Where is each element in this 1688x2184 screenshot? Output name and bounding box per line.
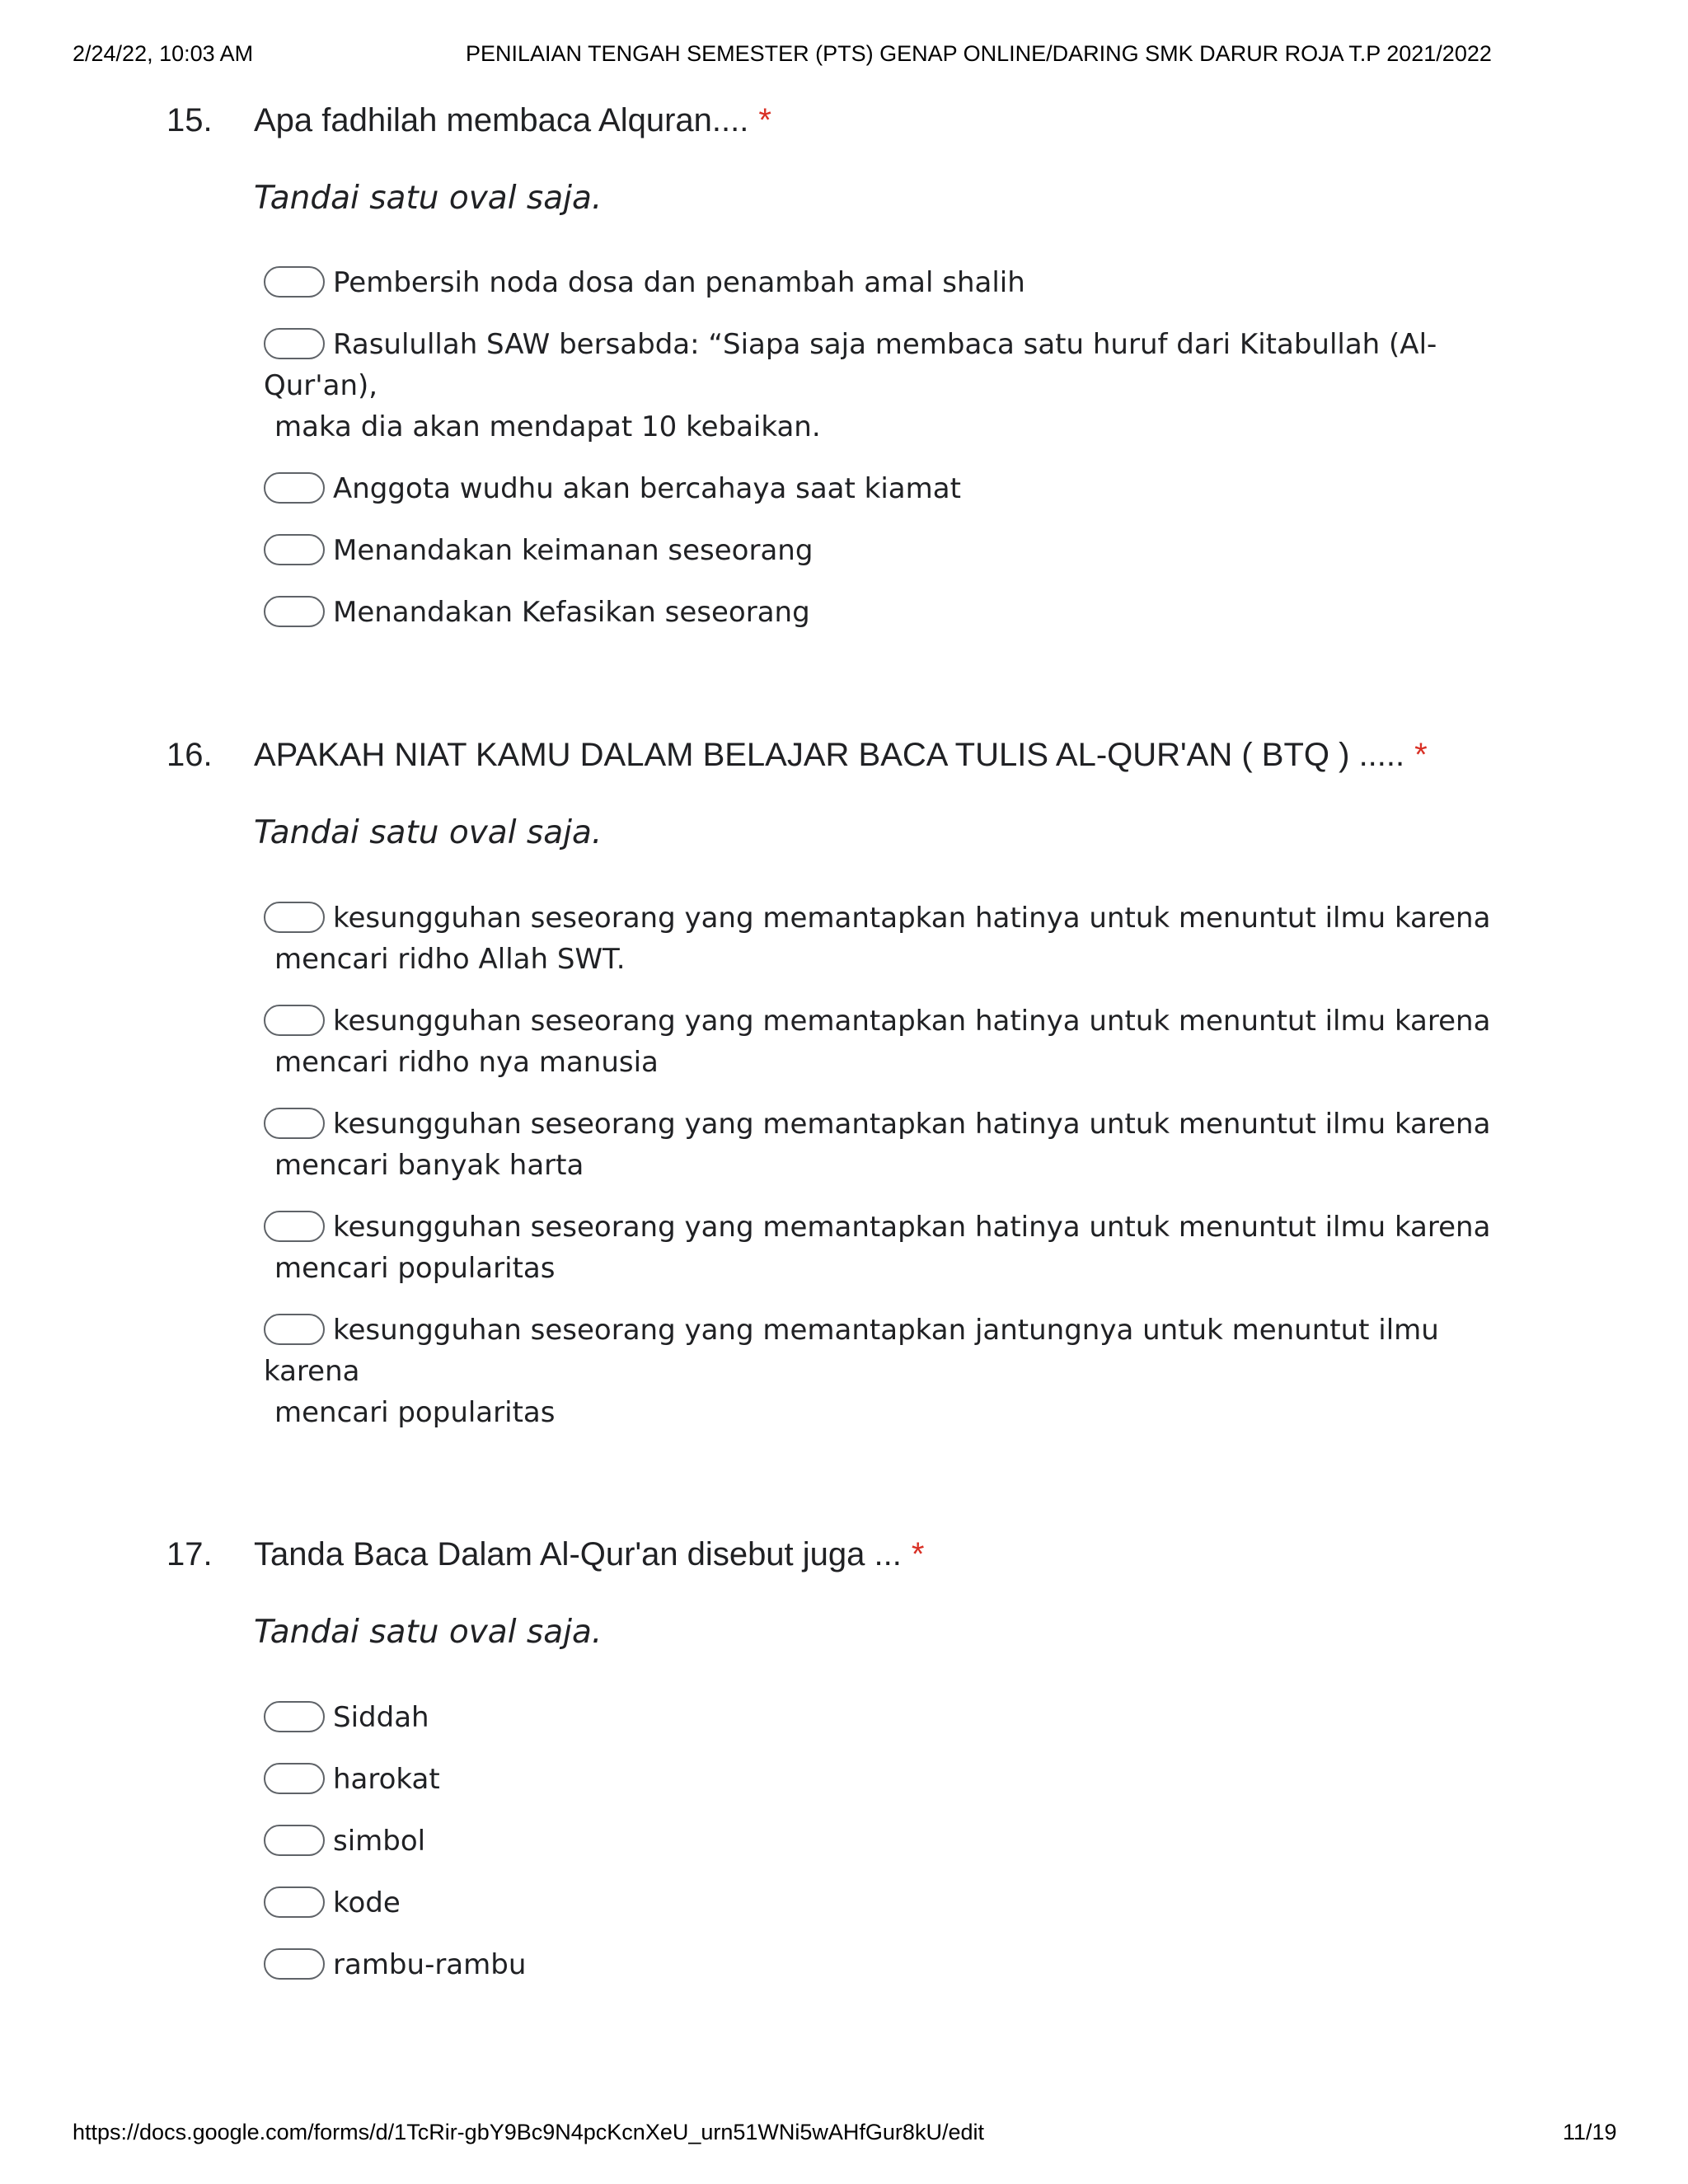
option-radio[interactable] bbox=[264, 592, 1500, 633]
print-datetime: 2/24/22, 10:03 AM bbox=[73, 41, 254, 66]
option-label-continued: mencari popularitas bbox=[274, 1396, 556, 1429]
question-number: 17. bbox=[166, 1536, 213, 1572]
option-radio[interactable] bbox=[264, 898, 1500, 980]
question-hint: Tandai satu oval saja. bbox=[254, 814, 603, 851]
option-label: kode bbox=[333, 1886, 401, 1919]
option-label: harokat bbox=[333, 1763, 440, 1796]
form-title: PENILAIAN TENGAH SEMESTER (PTS) GENAP ONLINE/DARING SMK DARUR ROJA T.P 2021/2022 bbox=[466, 41, 1492, 66]
options-question-17 bbox=[264, 1697, 1500, 1985]
option-radio[interactable] bbox=[264, 324, 1500, 448]
option-label: kesungguhan seseorang yang memantapkan hatinya untuk menuntut ilmu karena bbox=[333, 902, 1491, 935]
question-number: 15. bbox=[166, 102, 213, 138]
oval-radio-icon[interactable] bbox=[264, 472, 325, 504]
option-radio[interactable] bbox=[264, 1104, 1500, 1186]
question-title: Apa fadhilah membaca Alquran.... * bbox=[254, 102, 771, 138]
option-label: Anggota wudhu akan bercahaya saat kiamat bbox=[333, 472, 961, 505]
oval-radio-icon[interactable] bbox=[264, 328, 325, 359]
oval-radio-icon[interactable] bbox=[264, 266, 325, 298]
option-radio[interactable] bbox=[264, 1759, 1500, 1800]
option-label: Rasulullah SAW bersabda: “Siapa saja membaca satu huruf dari Kitabullah (Al-Qur'an), bbox=[264, 328, 1437, 402]
oval-radio-icon[interactable] bbox=[264, 1211, 325, 1242]
question-hint: Tandai satu oval saja. bbox=[254, 1614, 603, 1651]
question-title: Tanda Baca Dalam Al-Qur'an disebut juga ... * bbox=[254, 1536, 925, 1572]
option-label-continued: mencari popularitas bbox=[274, 1252, 556, 1285]
option-label: Menandakan Kefasikan seseorang bbox=[333, 596, 810, 629]
option-label-continued: mencari banyak harta bbox=[274, 1149, 584, 1182]
option-label: Siddah bbox=[333, 1701, 429, 1734]
oval-radio-icon[interactable] bbox=[264, 902, 325, 933]
required-mark: * bbox=[1414, 737, 1428, 773]
option-label-continued: mencari ridho Allah SWT. bbox=[274, 943, 626, 976]
option-label-continued: mencari ridho nya manusia bbox=[274, 1046, 659, 1079]
oval-radio-icon[interactable] bbox=[264, 1886, 325, 1918]
option-radio[interactable] bbox=[264, 468, 1500, 509]
option-label: Menandakan keimanan seseorang bbox=[333, 534, 814, 567]
option-label: kesungguhan seseorang yang memantapkan hatinya untuk menuntut ilmu karena bbox=[333, 1005, 1491, 1038]
options-question-15 bbox=[264, 262, 1500, 633]
question-hint: Tandai satu oval saja. bbox=[254, 180, 603, 217]
oval-radio-icon[interactable] bbox=[264, 1825, 325, 1856]
option-radio[interactable] bbox=[264, 1310, 1500, 1433]
option-label: kesungguhan seseorang yang memantapkan hatinya untuk menuntut ilmu karena bbox=[333, 1211, 1491, 1244]
option-label: kesungguhan seseorang yang memantapkan hatinya untuk menuntut ilmu karena bbox=[333, 1108, 1491, 1141]
option-label: rambu-rambu bbox=[333, 1948, 527, 1981]
page-url: https://docs.google.com/forms/d/1TcRir-gbY9Bc9N4pcKcnXeU_urn51WNi5wAHfGur8kU/edit bbox=[73, 2120, 984, 2144]
oval-radio-icon[interactable] bbox=[264, 596, 325, 627]
option-label: simbol bbox=[333, 1825, 426, 1858]
option-label: kesungguhan seseorang yang memantapkan jantungnya untuk menuntut ilmu karena bbox=[264, 1314, 1439, 1388]
page-number: 11/19 bbox=[1563, 2120, 1617, 2144]
required-mark: * bbox=[911, 1536, 925, 1572]
option-radio[interactable] bbox=[264, 1697, 1500, 1738]
question-title: APAKAH NIAT KAMU DALAM BELAJAR BACA TULIS AL-QUR'AN ( BTQ ) ..... * bbox=[254, 737, 1428, 773]
option-radio[interactable] bbox=[264, 1944, 1500, 1985]
oval-radio-icon[interactable] bbox=[264, 1763, 325, 1794]
option-label: Pembersih noda dosa dan penambah amal shalih bbox=[333, 266, 1025, 299]
oval-radio-icon[interactable] bbox=[264, 1108, 325, 1139]
oval-radio-icon[interactable] bbox=[264, 534, 325, 565]
option-radio[interactable] bbox=[264, 1207, 1500, 1289]
option-radio[interactable] bbox=[264, 1821, 1500, 1862]
option-radio[interactable] bbox=[264, 1882, 1500, 1924]
required-mark: * bbox=[758, 102, 771, 138]
option-radio[interactable] bbox=[264, 1001, 1500, 1083]
option-radio[interactable] bbox=[264, 530, 1500, 571]
options-question-16 bbox=[264, 898, 1500, 1433]
option-label-continued: maka dia akan mendapat 10 kebaikan. bbox=[274, 410, 821, 443]
question-number: 16. bbox=[166, 737, 213, 773]
oval-radio-icon[interactable] bbox=[264, 1948, 325, 1980]
oval-radio-icon[interactable] bbox=[264, 1314, 325, 1345]
oval-radio-icon[interactable] bbox=[264, 1005, 325, 1036]
option-radio[interactable] bbox=[264, 262, 1500, 303]
oval-radio-icon[interactable] bbox=[264, 1701, 325, 1732]
